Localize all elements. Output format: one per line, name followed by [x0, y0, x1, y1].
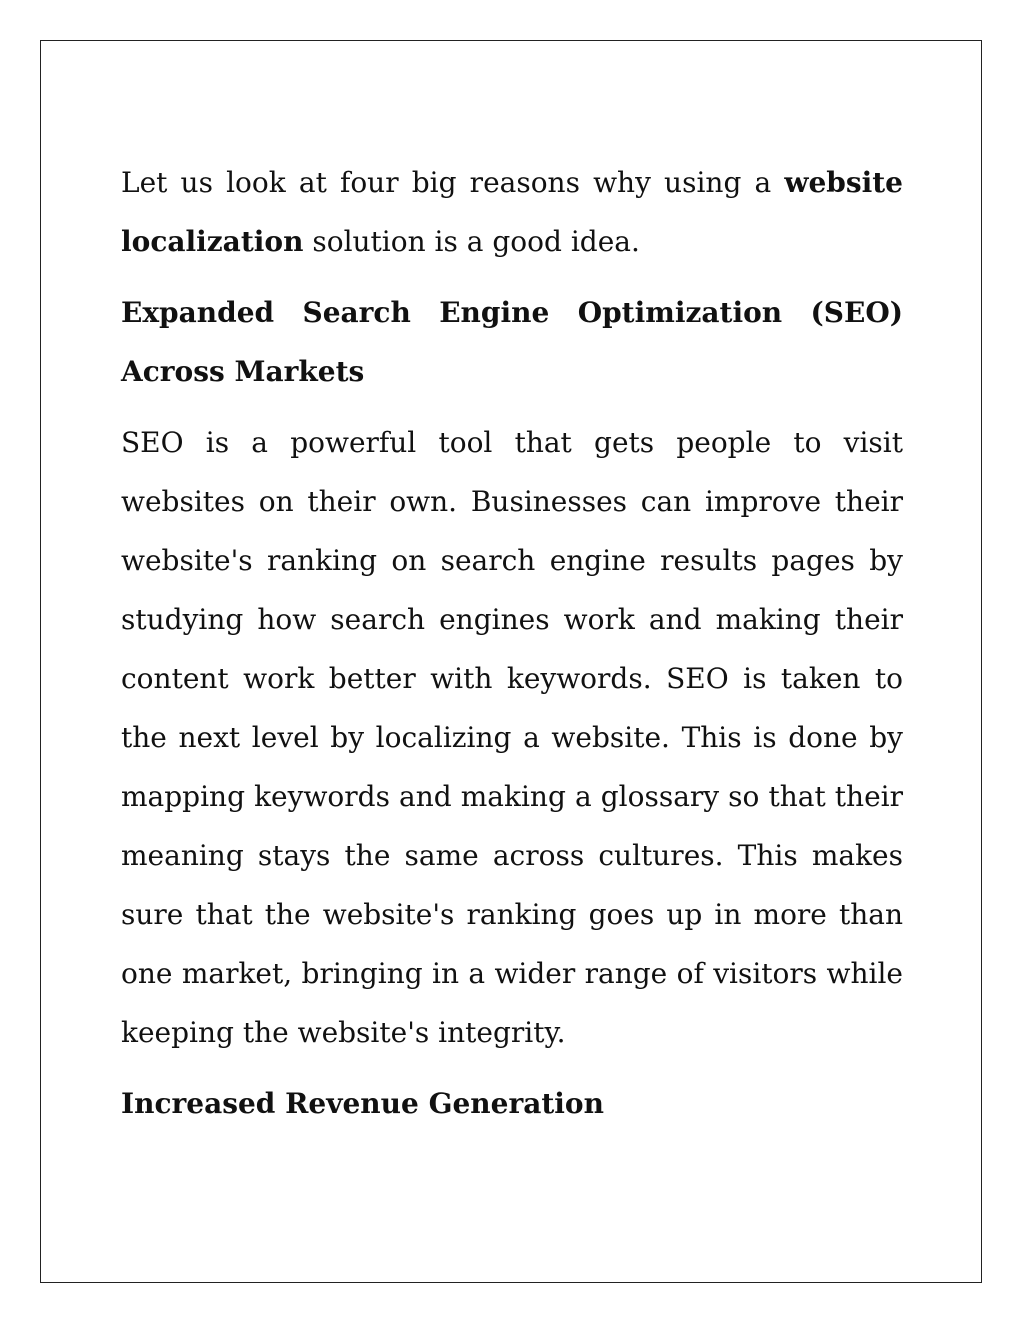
- intro-paragraph: [121, 153, 903, 271]
- section-heading-revenue: Increased Revenue Generation: [121, 1087, 604, 1120]
- seo-body-paragraph: SEO is a powerful tool that gets people to visit websites on their own. Businesses can improve their website's ranking on search engine results pages by studying how search engines work and making their content work better with keywords. SEO is taken to the next level by localizing a website. This is done by mapping keywords and making a glossary so that their meaning stays the same across cultures. This makes sure that the website's ranking goes up in more than one market, bringing in a wider range of visitors while keeping the website's integrity.: [121, 426, 903, 1049]
- page-content: [121, 153, 903, 1145]
- intro-text-after: solution is a good idea.: [303, 225, 640, 258]
- intro-bold-term: website localization: [121, 166, 903, 258]
- section-heading-seo: Expanded Search Engine Optimization (SEO) Across Markets: [121, 296, 903, 388]
- intro-text-before: Let us look at four big reasons why using a: [121, 166, 785, 199]
- document-page: [40, 40, 982, 1283]
